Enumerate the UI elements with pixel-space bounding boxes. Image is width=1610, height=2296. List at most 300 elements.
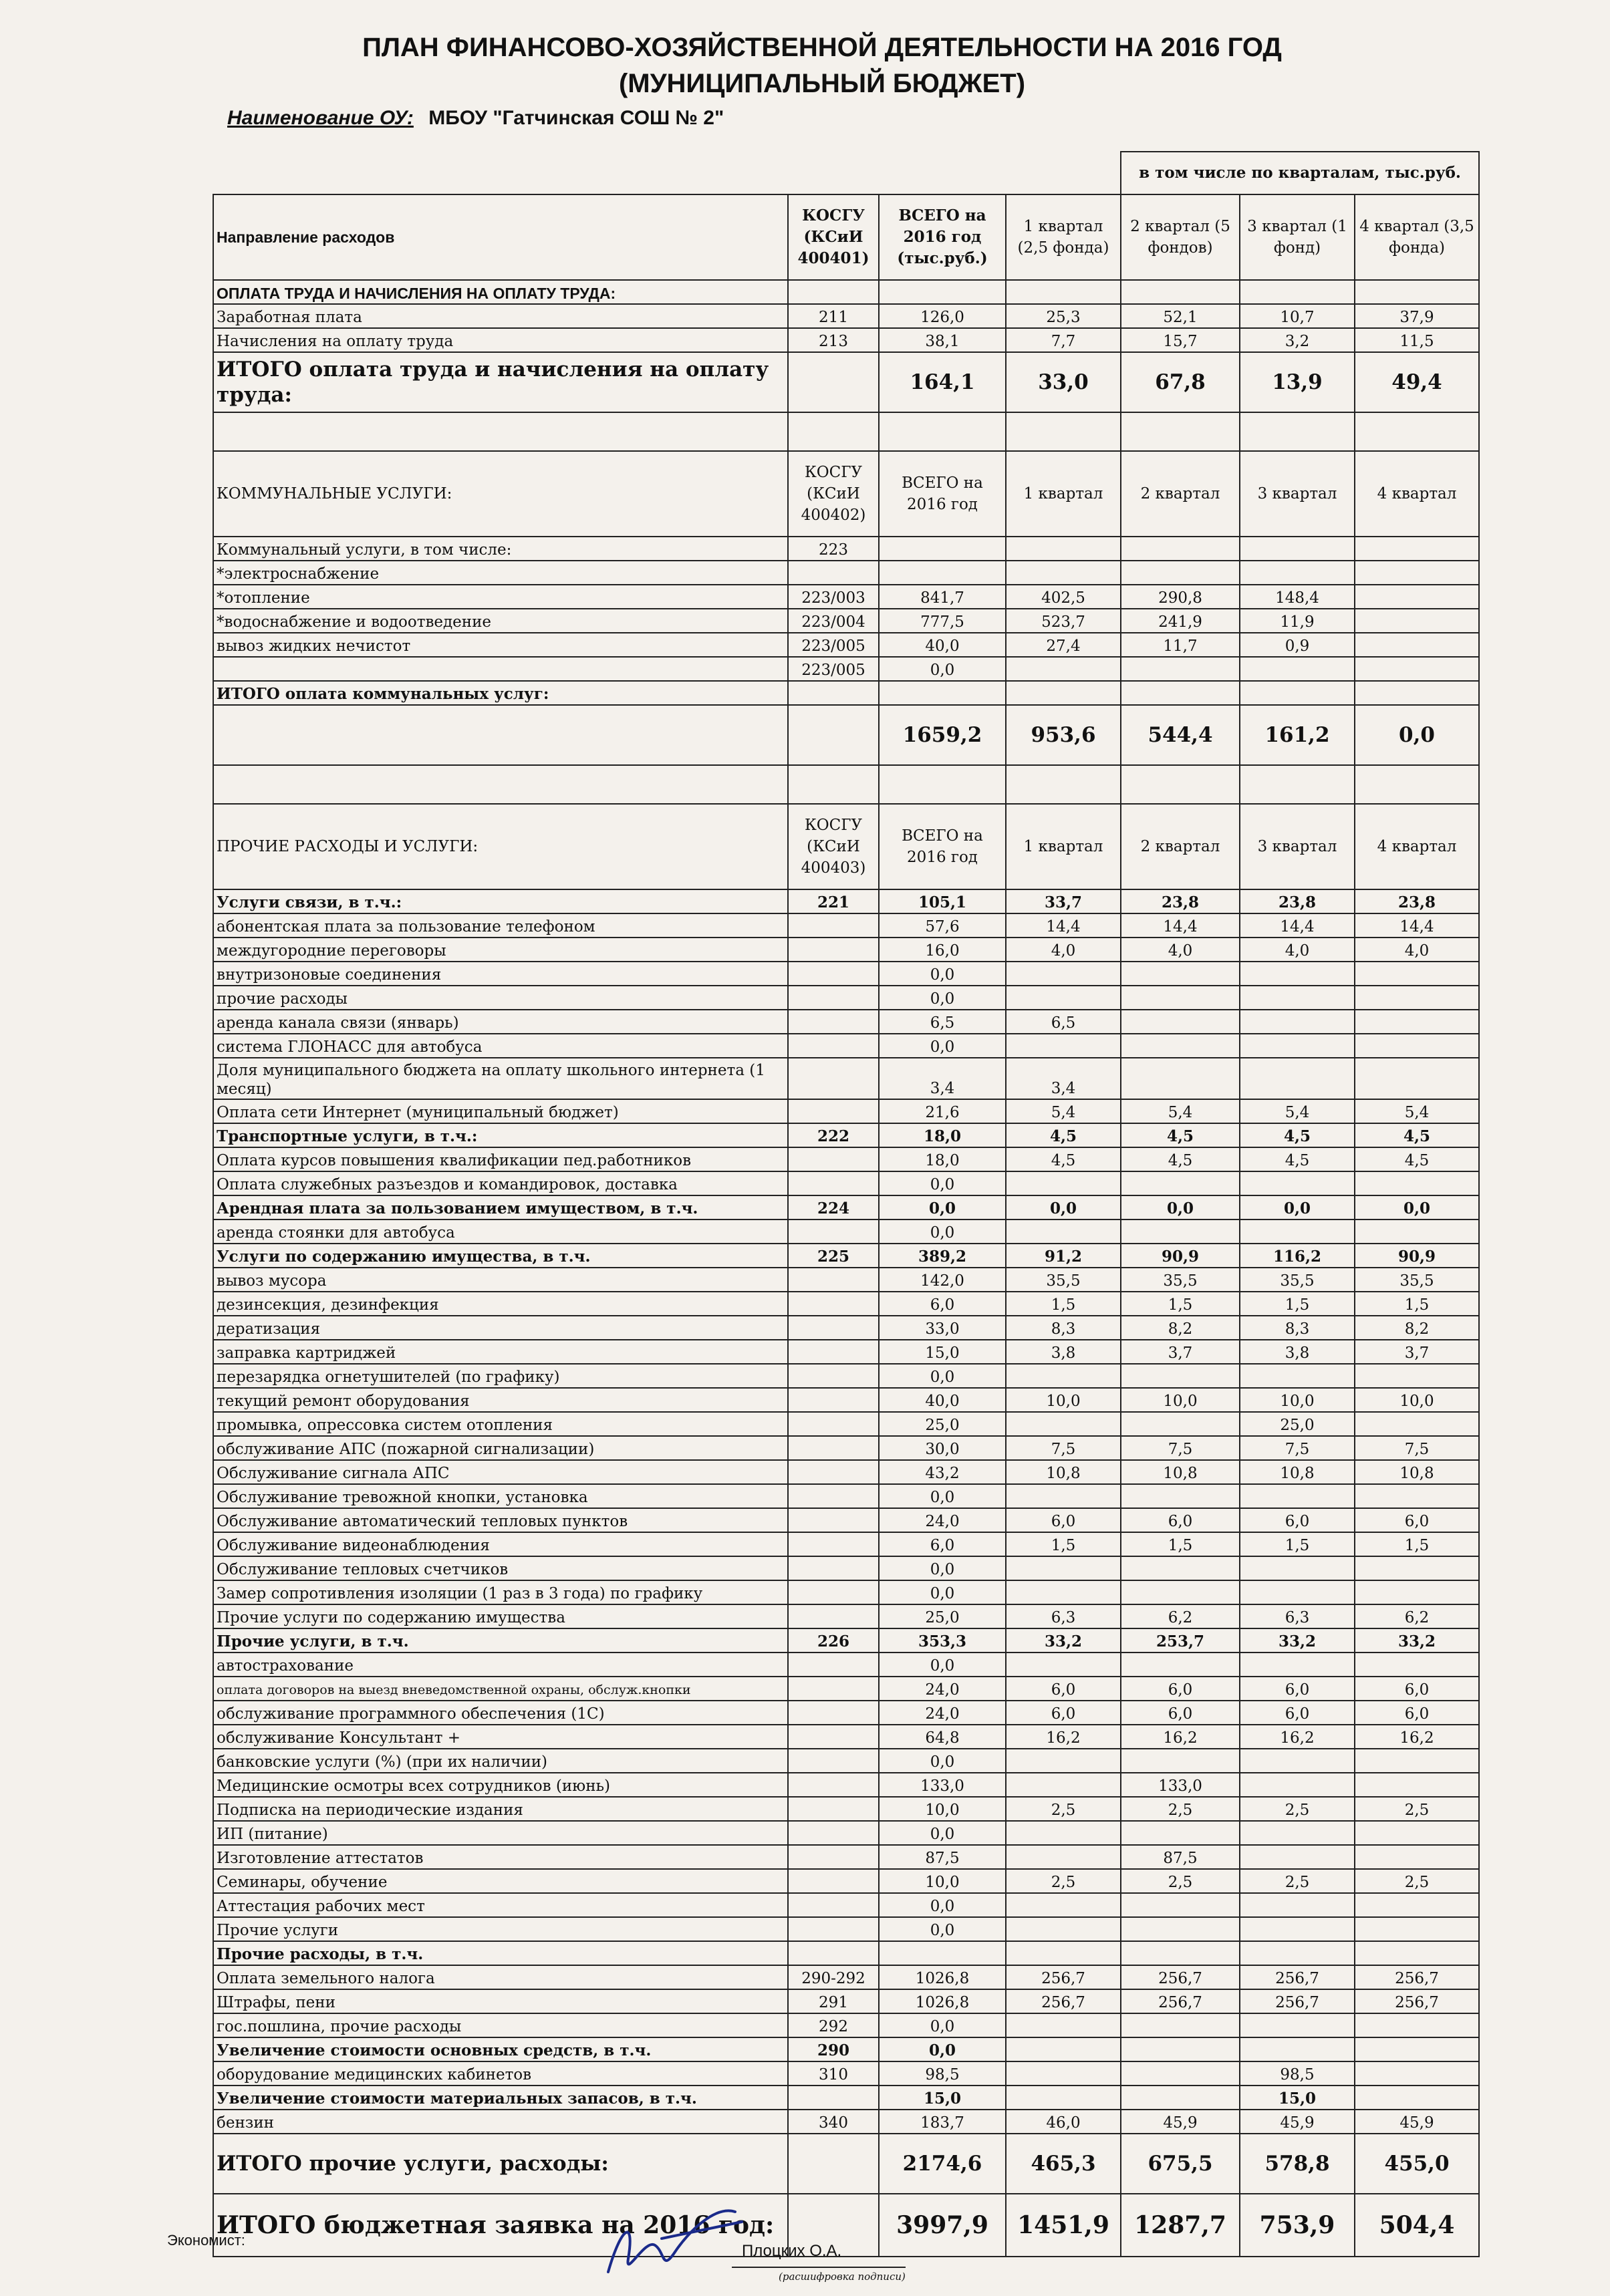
table-row — [213, 1147, 1479, 1171]
row-q4 — [1355, 1893, 1479, 1917]
row-q3: 4,0 — [1240, 938, 1355, 962]
row-total: 10,0 — [879, 1797, 1006, 1821]
row-q3: 148,4 — [1240, 585, 1355, 609]
row-kosgu — [788, 1604, 879, 1628]
row-name: оборудование медицинских кабинетов — [213, 2061, 788, 2086]
signer-name: Плоцких О.А. — [742, 2242, 842, 2260]
row-kosgu — [788, 1725, 879, 1749]
row-kosgu: 221 — [788, 889, 879, 913]
row-q1 — [1006, 2061, 1121, 2086]
row-name: Транспортные услуги, в т.ч.: — [213, 1123, 788, 1147]
row-name: *отопление — [213, 585, 788, 609]
row-q2: 2,5 — [1121, 1869, 1240, 1893]
row-name — [213, 412, 788, 451]
row-q1 — [1006, 537, 1121, 561]
table-row — [213, 1412, 1479, 1436]
row-q2 — [1121, 1556, 1240, 1580]
row-q1: 46,0 — [1006, 2110, 1121, 2134]
table-row — [213, 1010, 1479, 1034]
row-q2 — [1121, 1171, 1240, 1195]
row-name: Услуги по содержанию имущества, в т.ч. — [213, 1244, 788, 1268]
header-q2: 2 квартал (5 фондов) — [1121, 194, 1240, 280]
row-q1 — [1006, 561, 1121, 585]
row-q3 — [1240, 1580, 1355, 1604]
row-q3 — [1240, 280, 1355, 304]
row-q1: 1,5 — [1006, 1532, 1121, 1556]
row-name: ОПЛАТА ТРУДА И НАЧИСЛЕНИЯ НА ОПЛАТУ ТРУДА: — [213, 280, 788, 304]
row-q4: 455,0 — [1355, 2134, 1479, 2194]
row-q4 — [1355, 2061, 1479, 2086]
row-q4: 6,2 — [1355, 1604, 1479, 1628]
row-q1: 91,2 — [1006, 1244, 1121, 1268]
table-row — [213, 889, 1479, 913]
row-q4: 504,4 — [1355, 2194, 1479, 2257]
row-q2 — [1121, 1917, 1240, 1941]
row-q2 — [1121, 2013, 1240, 2037]
row-q3: 753,9 — [1240, 2194, 1355, 2257]
row-name: аренда канала связи (январь) — [213, 1010, 788, 1034]
row-name: система ГЛОНАСС для автобуса — [213, 1034, 788, 1058]
row-name: ИТОГО оплата коммунальных услуг: — [213, 681, 788, 705]
row-kosgu — [788, 1058, 879, 1099]
row-kosgu: 211 — [788, 304, 879, 328]
row-q1: 2,5 — [1006, 1869, 1121, 1893]
row-q3: 45,9 — [1240, 2110, 1355, 2134]
table-row — [213, 681, 1479, 705]
row-kosgu — [788, 1701, 879, 1725]
row-q4: 35,5 — [1355, 1268, 1479, 1292]
row-name: вывоз жидких нечистот — [213, 633, 788, 657]
row-total: 18,0 — [879, 1147, 1006, 1171]
row-name: перезарядка огнетушителей (по графику) — [213, 1364, 788, 1388]
row-q4 — [1355, 1821, 1479, 1845]
row-q3 — [1240, 412, 1355, 451]
row-q3 — [1240, 1821, 1355, 1845]
row-name: текущий ремонт оборудования — [213, 1388, 788, 1412]
table-row — [213, 1725, 1479, 1749]
row-q3: 98,5 — [1240, 2061, 1355, 2086]
row-kosgu — [788, 681, 879, 705]
row-kosgu: 291 — [788, 1989, 879, 2013]
row-kosgu: 223/005 — [788, 633, 879, 657]
row-total — [879, 765, 1006, 804]
row-q4: 6,0 — [1355, 1701, 1479, 1725]
row-total — [879, 537, 1006, 561]
row-q2: 10,8 — [1121, 1460, 1240, 1484]
row-q2: 8,2 — [1121, 1316, 1240, 1340]
header-q4: 4 квартал (3,5 фонда) — [1355, 194, 1479, 280]
row-q1: 1 квартал — [1006, 804, 1121, 889]
row-name: абонентская плата за пользование телефоном — [213, 913, 788, 938]
row-name: промывка, опрессовка систем отопления — [213, 1412, 788, 1436]
table-row — [213, 1484, 1479, 1508]
row-q3: 7,5 — [1240, 1436, 1355, 1460]
row-total: 0,0 — [879, 962, 1006, 986]
row-q1: 5,4 — [1006, 1099, 1121, 1123]
row-q3: 4,5 — [1240, 1147, 1355, 1171]
row-kosgu — [788, 1099, 879, 1123]
row-q1 — [1006, 1749, 1121, 1773]
row-q4: 7,5 — [1355, 1436, 1479, 1460]
row-q1: 7,5 — [1006, 1436, 1121, 1460]
row-kosgu — [788, 1268, 879, 1292]
table-row — [213, 1749, 1479, 1773]
row-q4 — [1355, 585, 1479, 609]
row-kosgu — [788, 280, 879, 304]
row-q3: 6,0 — [1240, 1677, 1355, 1701]
row-kosgu: 310 — [788, 2061, 879, 2086]
row-q4: 4,5 — [1355, 1123, 1479, 1147]
row-q1 — [1006, 1821, 1121, 1845]
row-q1 — [1006, 412, 1121, 451]
row-q3: 161,2 — [1240, 705, 1355, 765]
row-total: 353,3 — [879, 1628, 1006, 1653]
row-q2: 1,5 — [1121, 1532, 1240, 1556]
row-total: 18,0 — [879, 1123, 1006, 1147]
row-name: Прочие услуги, в т.ч. — [213, 1628, 788, 1653]
row-name: Услуги связи, в т.ч.: — [213, 889, 788, 913]
row-name: аренда стоянки для автобуса — [213, 1219, 788, 1244]
table-row — [213, 609, 1479, 633]
table-row — [213, 1893, 1479, 1917]
row-kosgu — [788, 1941, 879, 1965]
table-row — [213, 705, 1479, 765]
row-kosgu — [788, 1460, 879, 1484]
row-q3 — [1240, 1364, 1355, 1388]
row-q2: 45,9 — [1121, 2110, 1240, 2134]
table-row — [213, 2061, 1479, 2086]
row-total: 24,0 — [879, 1508, 1006, 1532]
row-q4 — [1355, 1773, 1479, 1797]
row-q4 — [1355, 1171, 1479, 1195]
row-kosgu — [788, 1653, 879, 1677]
table-row — [213, 1604, 1479, 1628]
table-row — [213, 328, 1479, 352]
row-q4 — [1355, 561, 1479, 585]
row-q3 — [1240, 1171, 1355, 1195]
row-total: 6,0 — [879, 1532, 1006, 1556]
quarters-group-header: в том числе по кварталам, тыс.руб. — [1121, 152, 1479, 194]
row-q4: 2,5 — [1355, 1797, 1479, 1821]
row-q4: 14,4 — [1355, 913, 1479, 938]
row-q4: 23,8 — [1355, 889, 1479, 913]
row-q3: 33,2 — [1240, 1628, 1355, 1653]
row-q2 — [1121, 1058, 1240, 1099]
row-q1: 1,5 — [1006, 1292, 1121, 1316]
table-row — [213, 304, 1479, 328]
row-kosgu — [788, 1292, 879, 1316]
row-kosgu — [788, 913, 879, 938]
row-total: 98,5 — [879, 2061, 1006, 2086]
row-total: 25,0 — [879, 1604, 1006, 1628]
row-q3 — [1240, 1058, 1355, 1099]
row-q3: 13,9 — [1240, 352, 1355, 412]
row-kosgu — [788, 1508, 879, 1532]
row-total: 6,0 — [879, 1292, 1006, 1316]
row-kosgu — [788, 1171, 879, 1195]
row-q1 — [1006, 1364, 1121, 1388]
row-q4 — [1355, 765, 1479, 804]
row-q2 — [1121, 2037, 1240, 2061]
table-row — [213, 1388, 1479, 1412]
row-q3 — [1240, 1917, 1355, 1941]
row-total: 3,4 — [879, 1058, 1006, 1099]
row-kosgu: 223 — [788, 537, 879, 561]
row-q3: 4,5 — [1240, 1123, 1355, 1147]
row-total: 126,0 — [879, 304, 1006, 328]
row-q1: 6,5 — [1006, 1010, 1121, 1034]
row-q2: 4,5 — [1121, 1123, 1240, 1147]
row-kosgu — [788, 1364, 879, 1388]
row-q2: 2 квартал — [1121, 451, 1240, 537]
row-name: Арендная плата за пользованием имуществом, в т.ч. — [213, 1195, 788, 1219]
row-q3: 8,3 — [1240, 1316, 1355, 1340]
row-kosgu — [788, 1580, 879, 1604]
row-q1: 10,8 — [1006, 1460, 1121, 1484]
row-q1: 3,4 — [1006, 1058, 1121, 1099]
organization-line — [227, 107, 724, 130]
row-kosgu — [788, 1893, 879, 1917]
row-q1 — [1006, 2013, 1121, 2037]
table-row — [213, 1171, 1479, 1195]
row-q3 — [1240, 681, 1355, 705]
row-q4: 90,9 — [1355, 1244, 1479, 1268]
row-total: 841,7 — [879, 585, 1006, 609]
table-row — [213, 1580, 1479, 1604]
table-row — [213, 1364, 1479, 1388]
row-total: 24,0 — [879, 1677, 1006, 1701]
row-total: 183,7 — [879, 2110, 1006, 2134]
table-row — [213, 1845, 1479, 1869]
table-row — [213, 1219, 1479, 1244]
row-q2 — [1121, 1219, 1240, 1244]
row-q3 — [1240, 1484, 1355, 1508]
row-q1: 953,6 — [1006, 705, 1121, 765]
table-row — [213, 1653, 1479, 1677]
row-q3: 10,8 — [1240, 1460, 1355, 1484]
row-q3: 25,0 — [1240, 1412, 1355, 1436]
row-q2: 67,8 — [1121, 352, 1240, 412]
row-kosgu: КОСГУ (КСиИ 400403) — [788, 804, 879, 889]
row-kosgu — [788, 1532, 879, 1556]
signature-line — [732, 2267, 906, 2268]
row-q4 — [1355, 1484, 1479, 1508]
row-total: 0,0 — [879, 1917, 1006, 1941]
row-name: Оплата сети Интернет (муниципальный бюджет) — [213, 1099, 788, 1123]
row-q2 — [1121, 986, 1240, 1010]
row-name: ИП (питание) — [213, 1821, 788, 1845]
row-kosgu: 223/005 — [788, 657, 879, 681]
row-q1 — [1006, 1556, 1121, 1580]
row-q3: 1,5 — [1240, 1532, 1355, 1556]
row-q3: 23,8 — [1240, 889, 1355, 913]
row-kosgu — [788, 1797, 879, 1821]
row-q1: 2,5 — [1006, 1797, 1121, 1821]
table-row — [213, 280, 1479, 304]
row-q2 — [1121, 1941, 1240, 1965]
row-q4 — [1355, 2013, 1479, 2037]
row-q2 — [1121, 1821, 1240, 1845]
row-q4: 16,2 — [1355, 1725, 1479, 1749]
row-name: Медицинские осмотры всех сотрудников (июнь) — [213, 1773, 788, 1797]
row-q3: 2,5 — [1240, 1797, 1355, 1821]
row-q1 — [1006, 1034, 1121, 1058]
row-q1 — [1006, 1845, 1121, 1869]
row-kosgu: 290 — [788, 2037, 879, 2061]
row-total: 0,0 — [879, 1171, 1006, 1195]
row-q1 — [1006, 657, 1121, 681]
row-name: Прочие услуги — [213, 1917, 788, 1941]
row-q2 — [1121, 1484, 1240, 1508]
table-row — [213, 2086, 1479, 2110]
table-row — [213, 1917, 1479, 1941]
row-q4: 10,8 — [1355, 1460, 1479, 1484]
row-q4: 37,9 — [1355, 304, 1479, 328]
row-q1: 33,7 — [1006, 889, 1121, 913]
row-q2: 10,0 — [1121, 1388, 1240, 1412]
row-q4 — [1355, 1653, 1479, 1677]
table-row — [213, 537, 1479, 561]
row-name: Оплата служебных разъездов и командировок, доставка — [213, 1171, 788, 1195]
row-total: 0,0 — [879, 1556, 1006, 1580]
row-kosgu: 224 — [788, 1195, 879, 1219]
table-row — [213, 2013, 1479, 2037]
table-row — [213, 1821, 1479, 1845]
row-kosgu — [788, 1316, 879, 1340]
row-q2: 87,5 — [1121, 1845, 1240, 1869]
row-kosgu: 223/004 — [788, 609, 879, 633]
row-q4 — [1355, 657, 1479, 681]
row-kosgu — [788, 1412, 879, 1436]
row-q3: 35,5 — [1240, 1268, 1355, 1292]
row-q2: 4,0 — [1121, 938, 1240, 962]
row-name: Доля муниципального бюджета на оплату школьного интернета (1 месяц) — [213, 1058, 788, 1099]
row-name: дезинсекция, дезинфекция — [213, 1292, 788, 1316]
row-q2 — [1121, 657, 1240, 681]
row-name: ИТОГО прочие услуги, расходы: — [213, 2134, 788, 2194]
row-q4 — [1355, 1034, 1479, 1058]
row-q2: 11,7 — [1121, 633, 1240, 657]
row-q1: 6,0 — [1006, 1508, 1121, 1532]
row-q4 — [1355, 1556, 1479, 1580]
row-kosgu — [788, 1556, 879, 1580]
row-name: Обслуживание автоматический тепловых пунктов — [213, 1508, 788, 1532]
table-row — [213, 657, 1479, 681]
row-q4: 4,5 — [1355, 1147, 1479, 1171]
row-q4 — [1355, 1580, 1479, 1604]
row-q4: 1,5 — [1355, 1292, 1479, 1316]
row-q2: 6,0 — [1121, 1701, 1240, 1725]
row-q3 — [1240, 1653, 1355, 1677]
table-row — [213, 1195, 1479, 1219]
row-q2 — [1121, 1580, 1240, 1604]
row-q4: 1,5 — [1355, 1532, 1479, 1556]
row-total — [879, 412, 1006, 451]
row-name: оплата договоров на выезд вневедомственной охраны, обслуж.кнопки — [213, 1677, 788, 1701]
row-name: Прочие расходы, в т.ч. — [213, 1941, 788, 1965]
row-q3: 256,7 — [1240, 1965, 1355, 1989]
row-q1 — [1006, 1219, 1121, 1244]
row-q3: 6,0 — [1240, 1701, 1355, 1725]
row-name: Штрафы, пени — [213, 1989, 788, 2013]
row-q1 — [1006, 280, 1121, 304]
table-row — [213, 2110, 1479, 2134]
row-q2: 3,7 — [1121, 1340, 1240, 1364]
row-kosgu: КОСГУ (КСиИ 400402) — [788, 451, 879, 537]
row-q2 — [1121, 2086, 1240, 2110]
row-total: 43,2 — [879, 1460, 1006, 1484]
row-kosgu — [788, 1845, 879, 1869]
row-q1 — [1006, 1412, 1121, 1436]
row-name: Семинары, обучение — [213, 1869, 788, 1893]
row-q4 — [1355, 1941, 1479, 1965]
row-q1: 33,0 — [1006, 352, 1121, 412]
row-kosgu — [788, 2134, 879, 2194]
row-total — [879, 681, 1006, 705]
row-kosgu — [788, 1869, 879, 1893]
row-q3 — [1240, 962, 1355, 986]
row-name — [213, 705, 788, 765]
row-q4 — [1355, 412, 1479, 451]
row-total — [879, 561, 1006, 585]
row-kosgu: 213 — [788, 328, 879, 352]
row-q3: 3 квартал — [1240, 804, 1355, 889]
row-kosgu — [788, 705, 879, 765]
row-name: Обслуживание тепловых счетчиков — [213, 1556, 788, 1580]
row-name: Оплата курсов повышения квалификации пед.работников — [213, 1147, 788, 1171]
row-q4 — [1355, 609, 1479, 633]
row-total: 0,0 — [879, 1364, 1006, 1388]
row-q2: 133,0 — [1121, 1773, 1240, 1797]
row-q4 — [1355, 681, 1479, 705]
row-q3: 15,0 — [1240, 2086, 1355, 2110]
row-q1: 25,3 — [1006, 304, 1121, 328]
row-kosgu — [788, 412, 879, 451]
row-name: Начисления на оплату труда — [213, 328, 788, 352]
row-q1: 3,8 — [1006, 1340, 1121, 1364]
economist-label: Экономист: — [167, 2232, 245, 2249]
row-q4 — [1355, 1010, 1479, 1034]
row-total: 25,0 — [879, 1412, 1006, 1436]
row-q4 — [1355, 537, 1479, 561]
row-q3: 10,7 — [1240, 304, 1355, 328]
table-row — [213, 1989, 1479, 2013]
row-q3 — [1240, 2037, 1355, 2061]
row-q1 — [1006, 1580, 1121, 1604]
row-q1: 6,3 — [1006, 1604, 1121, 1628]
row-q2 — [1121, 765, 1240, 804]
row-total: 389,2 — [879, 1244, 1006, 1268]
row-q1: 0,0 — [1006, 1195, 1121, 1219]
table-row — [213, 1797, 1479, 1821]
row-q2 — [1121, 561, 1240, 585]
row-q1: 256,7 — [1006, 1965, 1121, 1989]
row-total: 40,0 — [879, 633, 1006, 657]
header-kosgu: КОСГУ (КСиИ 400401) — [788, 194, 879, 280]
row-q1: 8,3 — [1006, 1316, 1121, 1340]
row-q1 — [1006, 2086, 1121, 2110]
row-name: Аттестация рабочих мест — [213, 1893, 788, 1917]
row-q3: 3,8 — [1240, 1340, 1355, 1364]
row-q2 — [1121, 962, 1240, 986]
row-q3: 0,9 — [1240, 633, 1355, 657]
row-kosgu: 290-292 — [788, 1965, 879, 1989]
row-q2 — [1121, 681, 1240, 705]
row-total: 0,0 — [879, 986, 1006, 1010]
row-kosgu — [788, 1147, 879, 1171]
row-q1 — [1006, 1171, 1121, 1195]
row-name: ИТОГО бюджетная заявка на 2016 год: — [213, 2194, 788, 2257]
